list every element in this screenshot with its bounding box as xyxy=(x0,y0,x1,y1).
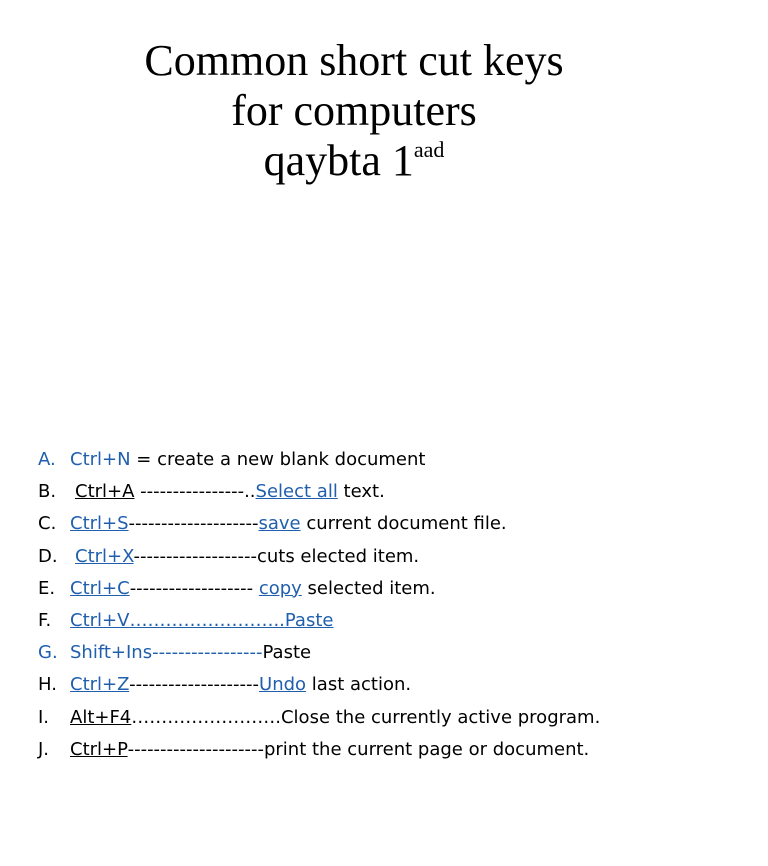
list-marker: B. xyxy=(38,481,57,503)
shortcut-key-link[interactable] xyxy=(70,610,333,631)
shortcut-key-link[interactable] xyxy=(70,513,129,534)
shortcut-separator: …………………… xyxy=(131,706,276,728)
list-item xyxy=(38,541,600,573)
list-item xyxy=(38,476,600,508)
title-line-3-text: qaybta 1 xyxy=(263,136,414,185)
title-superscript: aad xyxy=(413,137,445,162)
shortcut-key: Shift+Ins xyxy=(70,642,153,664)
list-marker: A. xyxy=(38,449,56,470)
shortcut-separator: ----------------.. xyxy=(134,481,256,503)
list-item xyxy=(38,702,600,734)
save-link[interactable]: save xyxy=(258,513,301,535)
list-marker: I. xyxy=(38,706,50,728)
shortcut-separator: ------------------- xyxy=(133,545,257,567)
shortcut-description: current document file. xyxy=(300,513,507,535)
shortcut-description: print the current page or document. xyxy=(263,738,590,760)
list-marker: D. xyxy=(38,545,58,567)
shortcut-key: Ctrl+Z xyxy=(70,674,130,696)
shortcut-list xyxy=(38,444,600,766)
shortcut-separator: -------------------- xyxy=(129,674,260,696)
select-all-link[interactable]: Select all xyxy=(255,481,338,503)
list-marker: E. xyxy=(38,577,56,599)
shortcut-key: Ctrl+P xyxy=(70,738,128,760)
list-marker: G. xyxy=(38,642,58,664)
shortcut-separator: = xyxy=(130,449,158,470)
title-line-3 xyxy=(0,136,708,186)
list-item xyxy=(38,573,600,605)
shortcut-description: last action. xyxy=(306,674,412,696)
title-line-2: for computers xyxy=(231,86,477,135)
list-marker: F. xyxy=(38,609,52,631)
shortcut-key: Ctrl+A xyxy=(75,481,135,503)
shortcut-key-link[interactable] xyxy=(70,674,129,695)
shortcut-key: Ctrl+C xyxy=(70,577,130,599)
shortcut-separator: …………………….. xyxy=(129,609,285,631)
shortcut-description: .Close the currently active program. xyxy=(275,706,601,728)
shortcut-key: Ctrl+N xyxy=(70,449,131,470)
list-marker: H. xyxy=(38,674,57,696)
list-item xyxy=(38,444,600,476)
list-marker: J. xyxy=(38,738,50,760)
paste-link: Paste xyxy=(284,609,334,631)
shortcut-separator: --------------------- xyxy=(127,738,264,760)
shortcut-key: Ctrl+S xyxy=(70,513,129,535)
list-item xyxy=(38,669,600,701)
shortcut-key-link[interactable] xyxy=(75,546,134,567)
shortcut-key: Alt+F4 xyxy=(70,706,132,728)
list-marker: C. xyxy=(38,513,57,535)
list-item xyxy=(38,508,600,540)
shortcut-separator: -------------------- xyxy=(128,513,259,535)
shortcut-key: Ctrl+X xyxy=(75,545,134,567)
page-title xyxy=(0,36,708,186)
shortcut-separator: ----------------- xyxy=(152,642,263,664)
shortcut-description: create a new blank document xyxy=(157,449,426,470)
shortcut-key-link[interactable] xyxy=(70,578,130,599)
list-item xyxy=(38,637,600,669)
copy-link[interactable]: copy xyxy=(258,577,302,599)
shortcut-description: selected item. xyxy=(301,577,436,599)
undo-link[interactable]: Undo xyxy=(259,674,307,696)
shortcut-key: Ctrl+V xyxy=(70,609,130,631)
shortcut-description: cuts elected item. xyxy=(256,545,420,567)
shortcut-description: Paste xyxy=(262,642,312,664)
title-line-1: Common short cut keys xyxy=(144,36,564,85)
list-item xyxy=(38,605,600,637)
list-item xyxy=(38,734,600,766)
shortcut-separator: ------------------- xyxy=(129,577,259,599)
shortcut-description: text. xyxy=(337,481,385,503)
